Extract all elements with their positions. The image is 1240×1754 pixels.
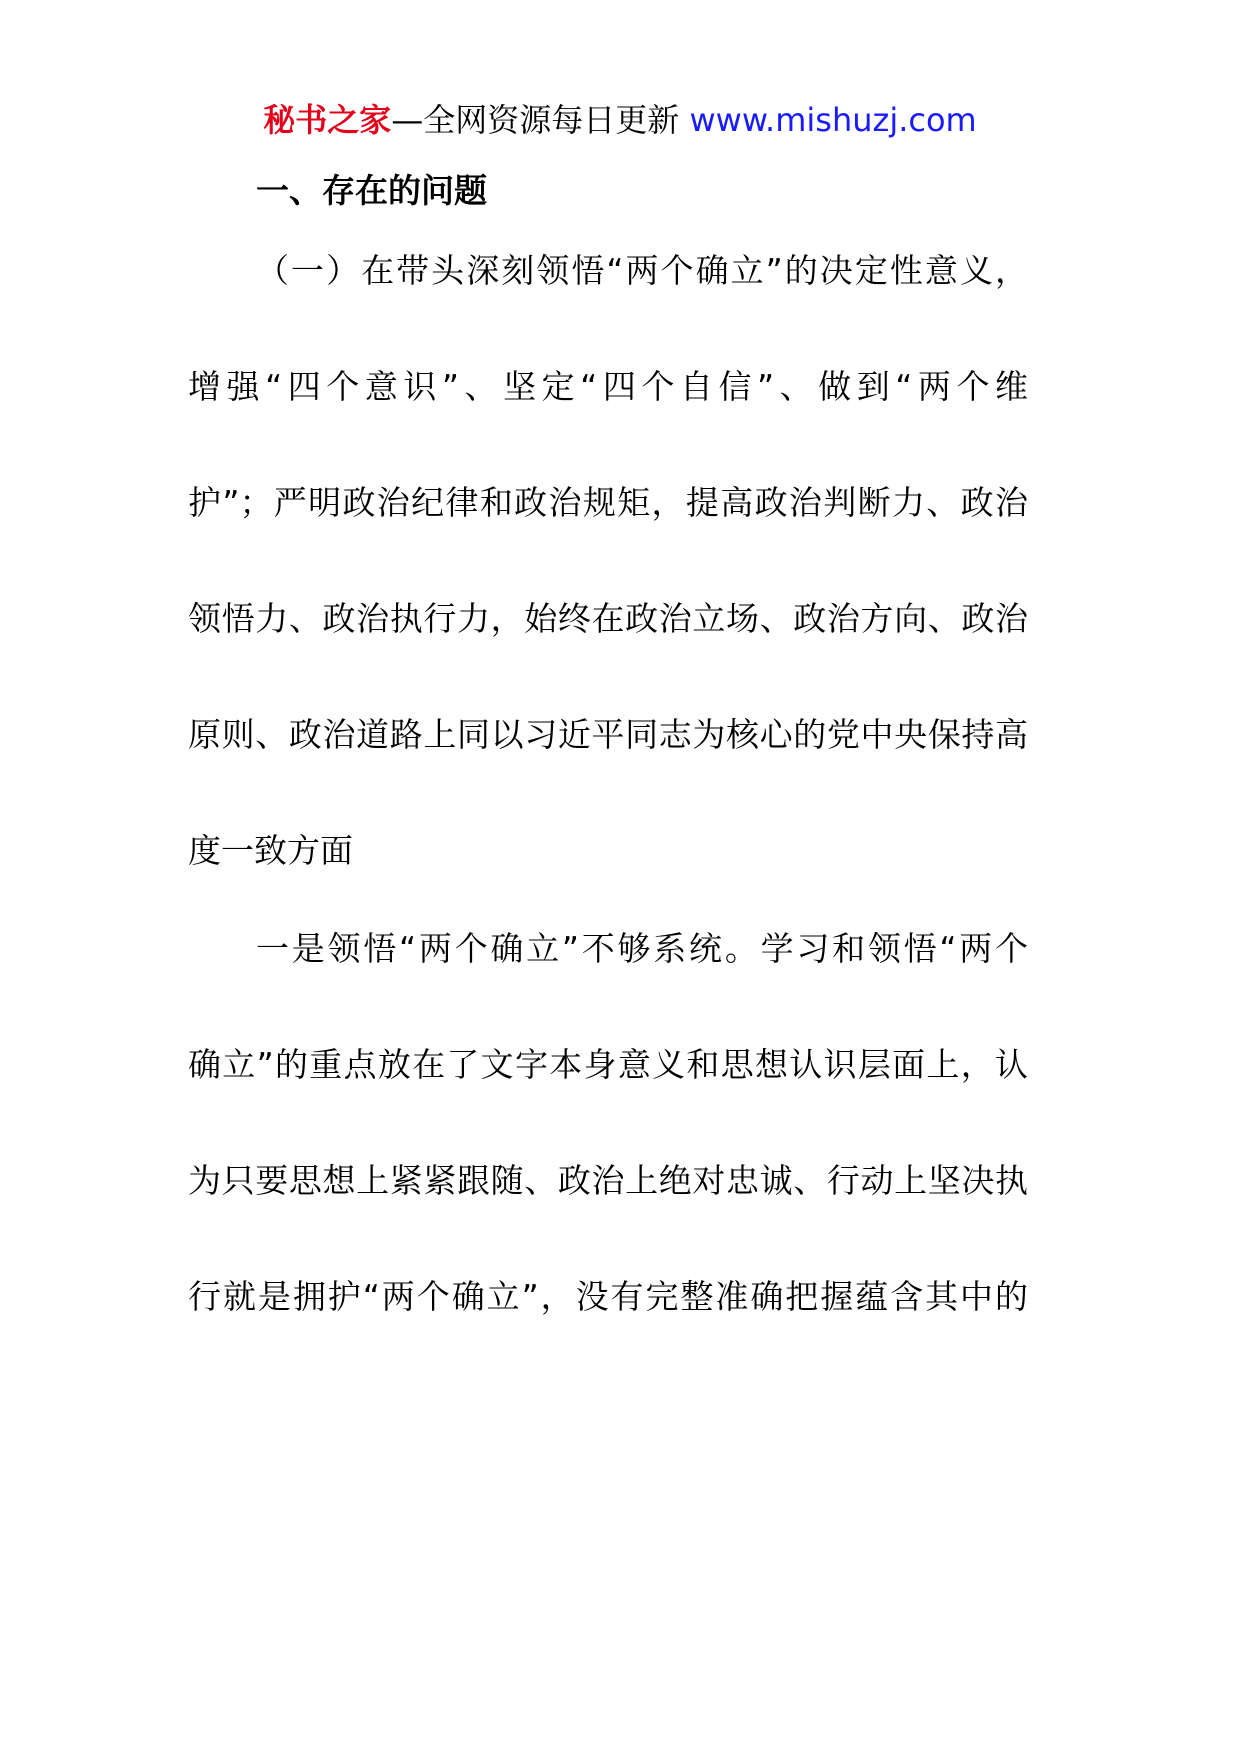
brand-name: 秘书之家 xyxy=(263,101,392,139)
body-line-3: 护”；严明政治纪律和政治规矩，提高政治判断力、政治 xyxy=(188,483,1028,522)
body-line-6: 度一致方面 xyxy=(188,831,353,870)
body-line-7: 一是领悟“两个确立”不够系统。学习和领悟“两个 xyxy=(256,929,1028,968)
body-line-4: 领悟力、政治执行力，始终在政治立场、政治方向、政治 xyxy=(188,599,1028,638)
site-header xyxy=(0,98,1240,142)
body-line-2: 增强“四个意识”、坚定“四个自信”、做到“两个维 xyxy=(188,367,1028,406)
body-line-10: 行就是拥护“两个确立”，没有完整准确把握蕴含其中的 xyxy=(188,1277,1028,1316)
section-heading: 一、存在的问题 xyxy=(256,171,487,210)
header-tagline: —全网资源每日更新 xyxy=(391,101,690,139)
website-link[interactable]: www.mishuzj.com xyxy=(689,101,977,139)
body-line-8: 确立”的重点放在了文字本身意义和思想认识层面上，认 xyxy=(188,1045,1028,1084)
body-line-5: 原则、政治道路上同以习近平同志为核心的党中央保持高 xyxy=(188,715,1028,754)
body-line-9: 为只要思想上紧紧跟随、政治上绝对忠诚、行动上坚决执 xyxy=(188,1161,1028,1200)
body-line-1: （一）在带头深刻领悟“两个确立”的决定性意义， xyxy=(256,251,1028,290)
